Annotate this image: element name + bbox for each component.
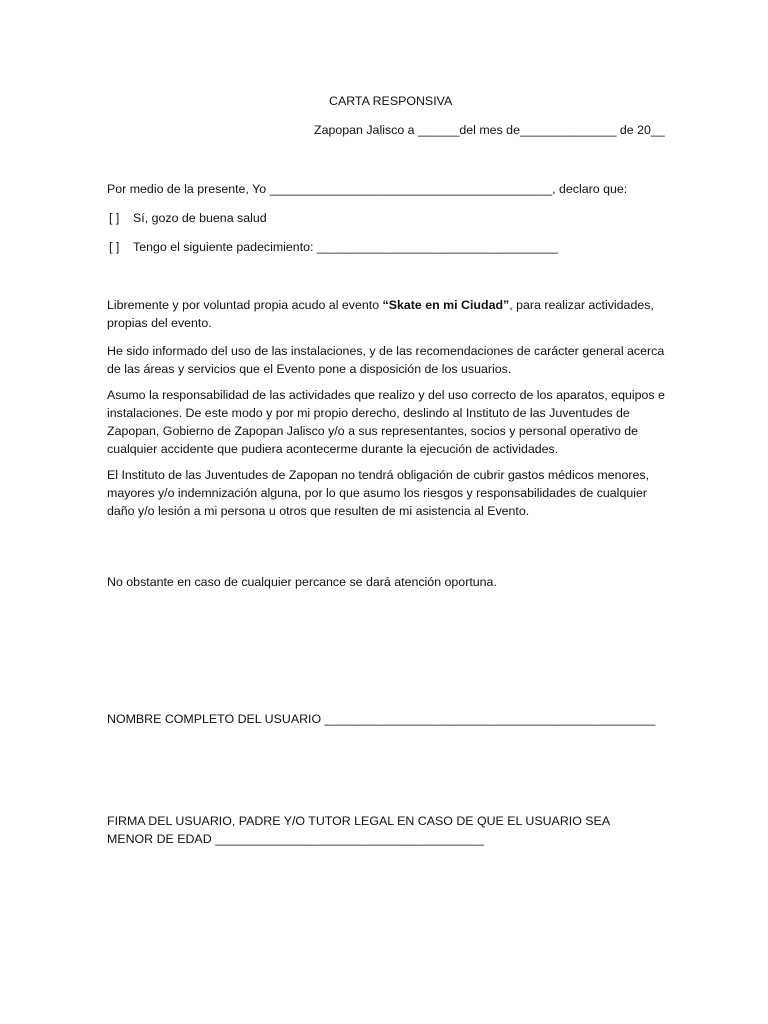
checkbox-condition[interactable] xyxy=(109,238,558,256)
checkbox-box[interactable]: [ ] xyxy=(109,211,120,225)
document-title: CARTA RESPONSIVA xyxy=(329,94,453,108)
paragraph-informed: He sido informado del uso de las instalaciones, y de las recomendaciones de carácter general acerca de las áreas y servicios que el Evento pone a disposición de los usuarios. xyxy=(107,344,665,376)
paragraph-responsibility: Asumo la responsabilidad de las actividades que realizo y del uso correcto de los aparatos, equipos e instalaciones. De este modo y por mi propio derecho, deslindo al Instituto de las Juventudes de Zapopan, Gobierno de Zapopan Jalisco y/o a sus representantes, socios y personal operativo de cualquier accidente que pudiera acontecerme durante la ejecución de actividades. xyxy=(107,388,665,456)
place-date-line: Zapopan Jalisco a ______del mes de______________ de 20__ xyxy=(314,123,665,137)
event-name: “Skate en mi Ciudad” xyxy=(382,298,510,312)
checkbox-box[interactable]: [ ] xyxy=(109,240,120,254)
checkbox-label: Sí, gozo de buena salud xyxy=(133,211,267,225)
paragraph-text: Libremente y por voluntad propia acudo al evento xyxy=(107,298,383,312)
paragraph-liability: El Instituto de las Juventudes de Zapopan no tendrá obligación de cubrir gastos médicos menores, mayores y/o indemnización alguna, por lo que asumo los riesgos y responsabilidades de cualquier daño y/o lesión a mi persona u otros que resulten de mi asistencia al Evento. xyxy=(107,468,650,518)
full-name-field[interactable]: NOMBRE COMPLETO DEL USUARIO ________________________________________________ xyxy=(107,712,656,726)
paragraph-attention: No obstante en caso de cualquier percance se dará atención oportuna. xyxy=(107,575,497,589)
checkbox-good-health[interactable] xyxy=(109,209,267,227)
paragraph-text: , para realizar actividades, propias del evento. xyxy=(107,298,654,330)
signature-field[interactable]: FIRMA DEL USUARIO, PADRE Y/O TUTOR LEGAL EN CASO DE QUE EL USUARIO SEA MENOR DE EDAD _______________________________________ xyxy=(107,814,610,846)
intro-line: Por medio de la presente, Yo _________________________________________, declaro que: xyxy=(107,182,628,196)
checkbox-label: Tengo el siguiente padecimiento: ___________________________________ xyxy=(133,240,559,254)
paragraph-voluntary xyxy=(107,296,667,332)
